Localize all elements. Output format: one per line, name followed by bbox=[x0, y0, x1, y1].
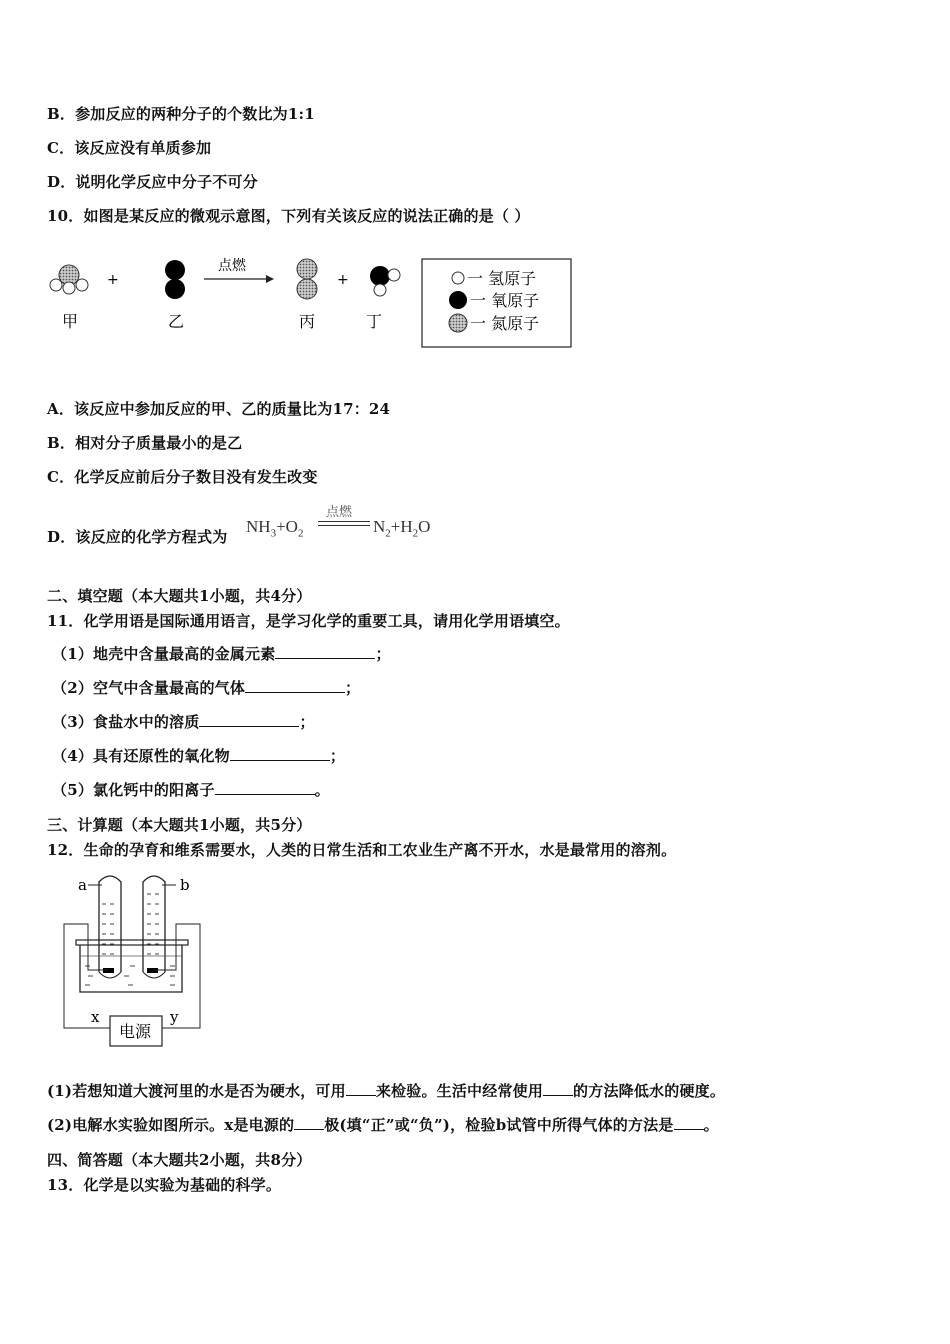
q10-option-b: B．相对分子质量最小的是乙 bbox=[47, 434, 243, 452]
q11-item-5: （5）氯化钙中的阳离子 。 bbox=[52, 781, 330, 799]
q10-option-c: C．化学反应前后分子数目没有发生改变 bbox=[47, 468, 318, 486]
q11-item-2: （2）空气中含量最高的气体 ； bbox=[52, 679, 361, 697]
arrow-label: 点燃 bbox=[218, 258, 246, 274]
section-4-header: 四、简答题（本大题共2小题，共8分） bbox=[47, 1151, 312, 1169]
label-jia: 甲 bbox=[62, 312, 79, 331]
electrolysis-apparatus bbox=[58, 868, 218, 1052]
legend-nitrogen: 一 氮原子 bbox=[470, 314, 540, 333]
label-ding: 丁 bbox=[366, 312, 383, 331]
reaction-diagram bbox=[44, 248, 584, 352]
equation-line-bottom bbox=[318, 525, 370, 526]
beaker-rim bbox=[76, 940, 188, 945]
q11-item-4: （4）具有还原性的氧化物 ； bbox=[52, 747, 346, 765]
q12-sub-1: (1)若想知道大渡河里的水是否为硬水，可用 来检验。生活中经常使用 的方法降低水的硬度。 bbox=[47, 1082, 726, 1100]
legend-oxygen: 一 氧原子 bbox=[470, 291, 540, 310]
molecule-yi bbox=[165, 260, 185, 299]
answer-blank-2[interactable] bbox=[245, 678, 345, 693]
legend-hydrogen: 一 氢原子 bbox=[467, 269, 537, 288]
answer-blank-4[interactable] bbox=[230, 746, 330, 761]
q10-option-a: A．该反应中参加反应的甲、乙的质量比为17：24 bbox=[47, 400, 391, 418]
molecule-jia bbox=[50, 265, 88, 294]
answer-blank-6[interactable] bbox=[346, 1081, 376, 1096]
legend-oxygen-swatch bbox=[449, 291, 467, 309]
plus-sign-1: + bbox=[107, 272, 119, 288]
q11-item-1: （1）地壳中含量最高的金属元素 ； bbox=[52, 645, 391, 663]
answer-blank-8[interactable] bbox=[294, 1115, 324, 1130]
legend-nitrogen-swatch bbox=[449, 314, 467, 332]
label-b: b bbox=[180, 876, 190, 894]
chemical-equation-products: $N_2+H_2O$ bbox=[373, 517, 431, 540]
legend-hydrogen-swatch bbox=[452, 272, 464, 284]
label-y: y bbox=[170, 1008, 179, 1026]
q10-stem: 10．如图是某反应的微观示意图，下列有关该反应的说法正确的是（ ） bbox=[47, 207, 530, 225]
q11-stem: 11．化学用语是国际通用语言，是学习化学的重要工具，请用化学用语填空。 bbox=[47, 612, 570, 630]
label-yi: 乙 bbox=[168, 312, 185, 331]
q13-stem: 13．化学是以实验为基础的科学。 bbox=[47, 1176, 282, 1194]
molecule-ding bbox=[370, 266, 400, 296]
q12-sub-2: (2)电解水实验如图所示。x是电源的 极(填“正”或“负”)，检验b试管中所得气体的方法是 。 bbox=[47, 1116, 719, 1134]
equation-condition: 点燃 bbox=[326, 504, 353, 519]
answer-blank-1[interactable] bbox=[275, 644, 375, 659]
section-3-header: 三、计算题（本大题共1小题，共5分） bbox=[47, 816, 312, 834]
answer-blank-3[interactable] bbox=[199, 712, 299, 727]
equation-line-top bbox=[318, 521, 370, 522]
q9-option-b: B．参加反应的两种分子的个数比为1:1 bbox=[47, 105, 315, 123]
q11-item-3: （3）食盐水中的溶质 ； bbox=[52, 713, 315, 731]
q12-stem: 12．生命的孕育和维系需要水，人类的日常生活和工农业生产离不开水，水是最常用的溶剂。 bbox=[47, 841, 677, 859]
q9-option-d: D．说明化学反应中分子不可分 bbox=[47, 173, 258, 191]
section-2-header: 二、填空题（本大题共1小题，共4分） bbox=[47, 587, 312, 605]
chemical-equation-reactants: $NH_3+O_2$ bbox=[246, 517, 304, 540]
molecule-bing bbox=[297, 259, 317, 299]
answer-blank-5[interactable] bbox=[215, 780, 315, 795]
q10-option-d: D．该反应的化学方程式为 bbox=[47, 528, 228, 546]
answer-blank-7[interactable] bbox=[543, 1081, 573, 1096]
arrow-head bbox=[266, 275, 274, 283]
plus-sign-2: + bbox=[337, 272, 349, 288]
q9-option-c: C．该反应没有单质参加 bbox=[47, 139, 212, 157]
label-bing: 丙 bbox=[299, 312, 316, 331]
tube-b bbox=[143, 876, 165, 972]
power-supply-label: 电源 bbox=[119, 1022, 152, 1041]
label-a: a bbox=[78, 876, 87, 894]
label-x: x bbox=[91, 1008, 100, 1026]
answer-blank-9[interactable] bbox=[674, 1115, 704, 1130]
